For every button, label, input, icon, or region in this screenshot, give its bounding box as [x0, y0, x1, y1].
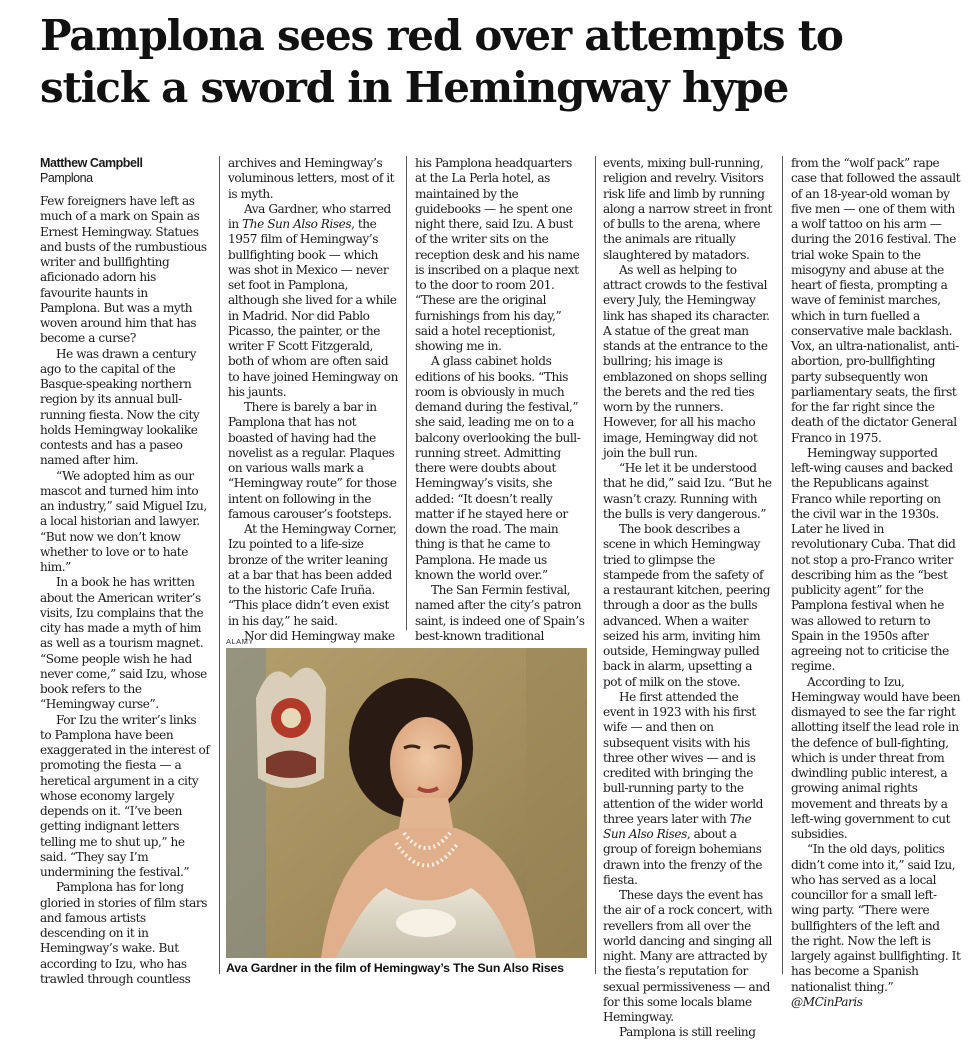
- column-divider: [595, 156, 596, 974]
- paragraph-text: , the 1957 film of Hemingway’s bullfighting book — which was shot in Mexico — never set foot in Pamplona, although she lived for a while in Madrid. Nor did Pablo Picasso, the painter, or the writer F Scott Fitzgerald, both of whom are often said to have joined Hemingway on his jaunts.: [228, 217, 398, 399]
- paragraph-text: , about a group of foreign bohemians drawn into the frenzy of the fiesta.: [603, 827, 763, 887]
- paragraph: As well as helping to attract crowds to the festival every July, the Hemingway link has shaped its character. A statue of the great man stands at the entrance to the bullring; his image is emblazoned on shops selling the berets and the red ties worn by the runners. However, for all his macho image, Hemingway did not join the bull run.: [603, 262, 770, 460]
- twitter-handle: [791, 995, 961, 1010]
- paragraph: his Pamplona headquarters at the La Perla hotel, as maintained by the guidebooks — he spent one night there, said Izu. A bust of the writer sits on the reception desk and his name is inscribed on a plaque next to the door to room 201. “These are the original furnishings from his day,” said a hotel receptionist, showing me in.: [415, 156, 580, 353]
- paragraph: The book describes a scene in which Hemingway tried to glimpse the stampede from the safety of a restaurant kitchen, peering through a door as the bulls advanced. When a waiter seized his arm, inviting him outside, Hemingway pulled back in alarm, upsetting a pot of milk on the stove.: [603, 522, 770, 689]
- paragraph: The San Fermin festival, named after the city’s patron saint, is indeed one of Spain’s best-known traditional: [415, 583, 585, 643]
- byline-author: Matthew Campbell: [40, 156, 143, 170]
- paragraph: There is barely a bar in Pamplona that has not boasted of having had the novelist as a regular. Plaques on various walls mark a “Hemingway route” for those intent on following in the famous carouser’s footsteps.: [228, 400, 397, 521]
- article-column-1: [40, 156, 210, 987]
- paragraph: archives and Hemingway’s voluminous letters, most of it is myth.: [228, 156, 395, 201]
- paragraph: Hemingway supported left-wing causes and backed the Republicans against Franco while reporting on the civil war in the 1930s. Later he lived in revolutionary Cuba. That did not stop a pro-Franco writer describing him as the “best publicity agent” for the Pamplona festival when he was allowed to return to Spain in the 1950s after agreeing not to criticise the regime.: [791, 445, 956, 674]
- byline-location: Pamplona: [40, 171, 93, 185]
- paragraph: Pamplona has for long gloried in stories of film stars and famous artists descending on it in Hemingway’s wake. But according to Izu, who has trawled through countless: [40, 880, 207, 986]
- paragraph: Few foreigners have left as much of a mark on Spain as Ernest Hemingway. Statues and busts of the rumbustious writer and bullfighting aficionado adorn his favourite haunts in Pamplona. But was a myth woven around him that has become a curse?: [40, 194, 207, 346]
- paragraph: “We adopted him as our mascot and turned him into an industry,” said Miguel Izu, a local historian and lawyer. “But now we don’t know whether to love or to hate him.”: [40, 468, 207, 574]
- paragraph: These days the event has the air of a rock concert, with revellers from all over the world dancing and singing all night. Many are attracted by the fiesta’s reputation for sexual permissiveness — and for this some locals blame Hemingway.: [603, 888, 773, 1024]
- paragraph: [228, 202, 398, 400]
- paragraph: A glass cabinet holds editions of his books. “This room is obviously in much demand during the festival,” she said, leading me on to a balcony overlooking the bull-running street. Admitting there were doubts about Hemingway’s visits, she added: “It doesn’t really matter if he stayed here or down the road. The main thing is that he came to Pamplona. He made us known the world over.”: [415, 354, 581, 582]
- paragraph-text: Ava Gardner, who starred in: [228, 201, 391, 231]
- film-title: The Sun Also Rises: [242, 217, 352, 231]
- column-divider: [219, 156, 220, 974]
- paragraph: According to Izu, Hemingway would have been dismayed to see the far right allotting itself the lead role in the defence of bull-fighting, which is under threat from dwindling public interest, a growing animal rights movement and threats by a left-wing government to cut subsidies.: [791, 674, 961, 841]
- article-photo: [226, 648, 587, 958]
- photo-caption: Ava Gardner in the film of Hemingway’s The Sun Also Rises: [226, 961, 564, 975]
- paragraph: He was drawn a century ago to the capital of the Basque-speaking northern region by its annual bull-running fiesta. Now the city holds Hemingway lookalike contests and has a paseo named after him.: [40, 346, 200, 468]
- article-column-3: [415, 156, 585, 644]
- paragraph: In a book he has written about the American writer’s visits, Izu complains that the city has made a myth of him as well as a tourism magnet. “Some people wish he had never come,” said Izu, whose book refers to the “Hemingway curse”.: [40, 575, 207, 712]
- paragraph: events, mixing bull-running, religion and revelry. Visitors risk life and limb by running along a narrow street in front of bulls to the arena, where the animals are ritually slaughtered by matadors.: [603, 156, 772, 262]
- article-column-5: [791, 156, 961, 1010]
- twitter-handle-text: @MCinParis: [791, 994, 863, 1009]
- photo-illustration: [226, 648, 587, 958]
- photo-credit: ALAMY: [226, 637, 254, 646]
- column-divider: [406, 156, 407, 630]
- paragraph: For Izu the writer’s links to Pamplona have been exaggerated in the interest of promoting the fiesta — a heretical argument in a city whose economy largely depends on it. “I’ve been getting indignant letters telling me to shut up,” he said. “They say I’m undermining the festival.”: [40, 712, 210, 879]
- headline-line-2: stick a sword in Hemingway hype: [40, 63, 789, 112]
- paragraph: [603, 690, 773, 888]
- paragraph-text: He first attended the event in 1923 with his first wife — and then on subsequent visits with his three other wives — and is credited with bringing the bull-running party to the attention of the wider world three years later with: [603, 689, 763, 826]
- paragraph: Nor did Hemingway make: [244, 628, 395, 643]
- paragraph: “In the old days, politics didn’t come into it,” said Izu, who has served as a local councillor for a small left-wing party. “There were bullfighters of the left and the right. Now the left is largely against bullfighting. It has become a Spanish nationalist thing.”: [791, 842, 961, 994]
- paragraph: “He let it be understood that he did,” said Izu. “But he wasn’t crazy. Running with the bulls is very dangerous.”: [603, 461, 772, 521]
- article-column-2: [228, 156, 398, 644]
- paragraph: from the “wolf pack” rape case that followed the assault of an 18-year-old woman by five men — one of them with a wolf tattoo on his arm — during the 2016 festival. The trial woke Spain to the misogyny and abuse at the heart of fiesta, prompting a wave of feminist marches, which in turn fuelled a conservative male backlash. Vox, an ultra-nationalist, anti-abortion, pro-bullfighting party subsequently won parliamentary seats, the first for the far right since the death of the dictator General Franco in 1975.: [791, 156, 961, 445]
- paragraph: Pamplona is still reeling: [619, 1025, 756, 1040]
- article-column-4: [603, 156, 773, 1041]
- headline-line-1: Pamplona sees red over attempts to: [40, 11, 843, 60]
- film-title: The Sun Also Rises: [603, 811, 752, 841]
- paragraph: At the Hemingway Corner, Izu pointed to a life-size bronze of the writer leaning at a bar that has been added to the historic Cafe Iruña. “This place didn’t even exist in his day,” he said.: [228, 522, 397, 628]
- headline: [40, 10, 940, 114]
- column-divider: [782, 156, 783, 974]
